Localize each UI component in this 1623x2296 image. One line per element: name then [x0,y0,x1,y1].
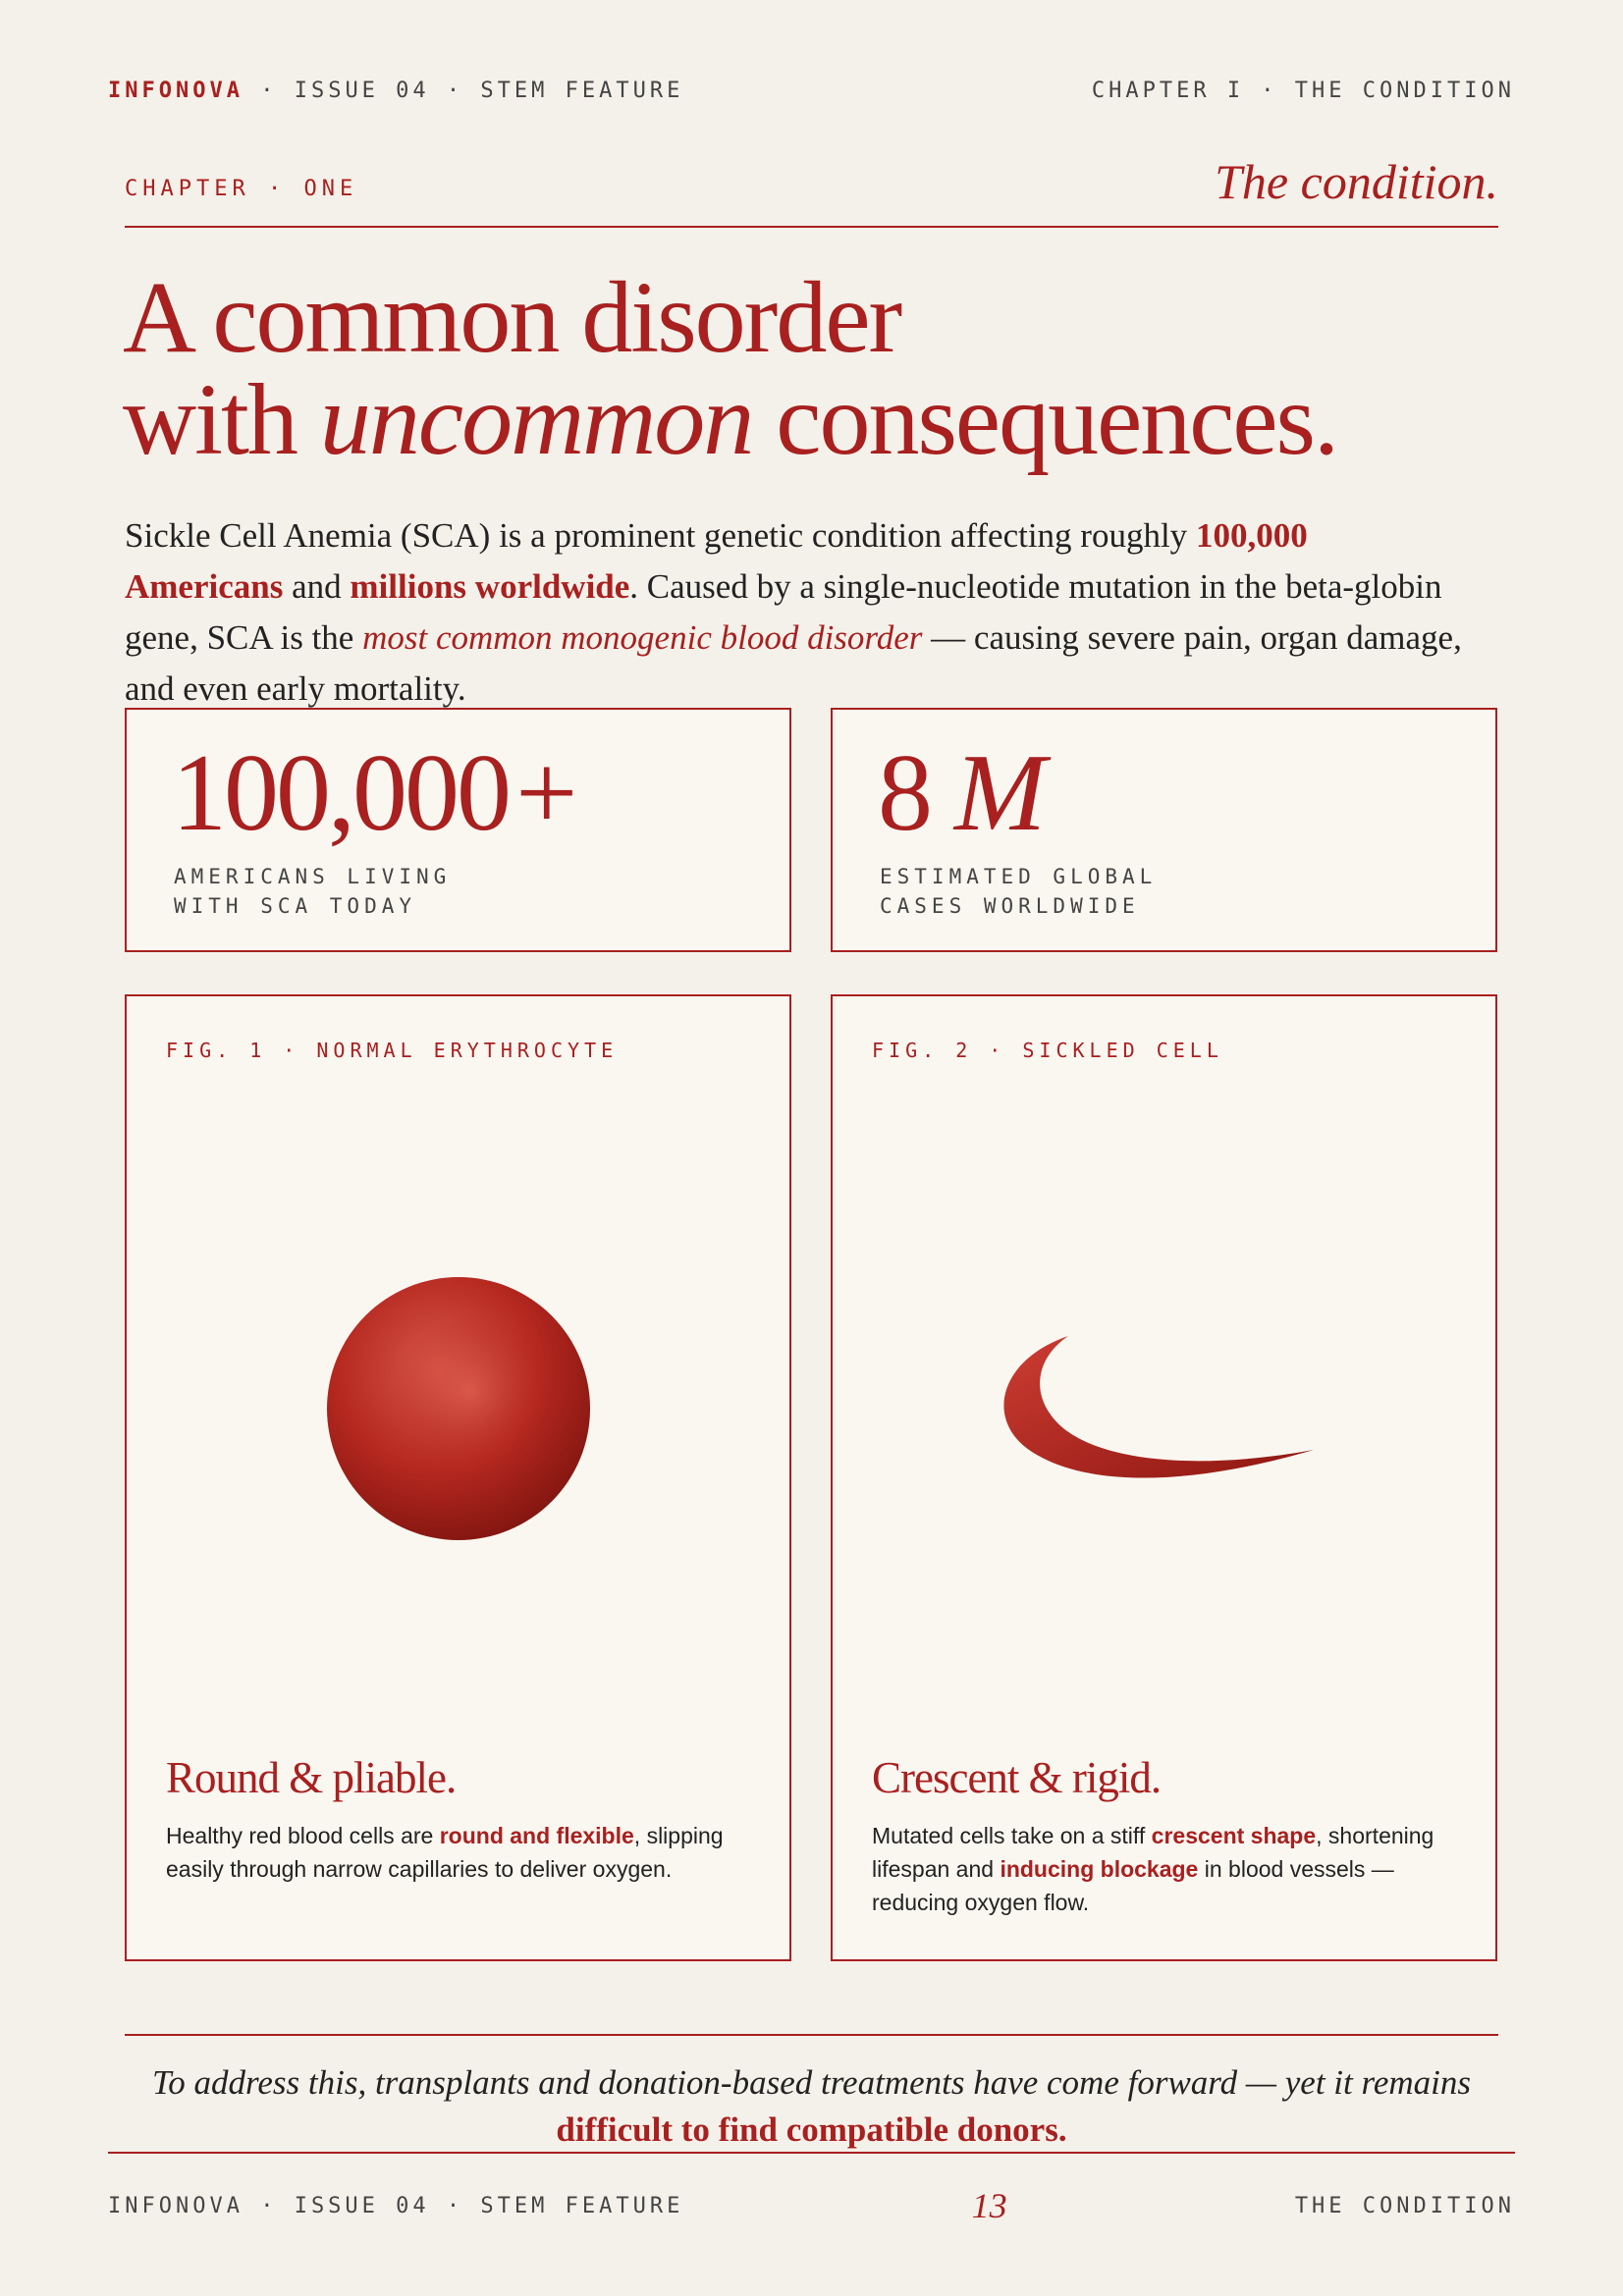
pull-quote [125,2034,1498,2154]
quote-highlight: difficult to find compatible donors. [556,2110,1067,2149]
figure-text: Healthy red blood cells are [166,1823,440,1848]
header-chapter: CHAPTER I · THE CONDITION [1091,79,1515,103]
quote-text: To address this, transplants and donation-based treatments have come forward — yet it remains [152,2063,1471,2102]
stat-card-global [831,708,1497,952]
headline-text: consequences. [752,363,1338,476]
intro-highlight: millions worldwide [350,567,630,606]
figure-label: FIG. 2 · SICKLED CELL [872,1039,1223,1062]
headline-text: with [123,363,320,476]
headline-line-2 [123,363,1498,476]
sickle-cell-illustration [833,1242,1495,1674]
figure-highlight: inducing blockage [1000,1856,1199,1882]
figure-highlight: crescent shape [1151,1823,1317,1848]
page-title [123,261,1498,476]
red-blood-cell-illustration [127,1242,789,1674]
intro-text: . Caused by a single-nucleotide mutation in the beta-globin gene, SCA is the [125,567,1442,657]
brand-name: INFONOVA [108,79,243,103]
figure-description [166,1819,755,1886]
figure-text: Mutated cells take on a stiff [872,1823,1152,1848]
running-header [108,79,1515,108]
stat-caption-line: WITH SCA TODAY [174,894,417,918]
stat-caption-line: CASES WORLDWIDE [880,894,1140,918]
figure-label: FIG. 1 · NORMAL ERYTHROCYTE [166,1039,619,1062]
stat-suffix: M [954,732,1044,854]
intro-text: and [283,567,351,606]
figure-description [872,1819,1461,1919]
intro-text: Sickle Cell Anemia (SCA) is a prominent genetic condition affecting roughly [125,516,1196,555]
stat-caption [174,862,724,921]
figure-normal-erythrocyte [125,994,791,1961]
page-number: 13 [971,2186,1007,2225]
footer-divider [108,2152,1515,2154]
stat-number: 100,000 [172,732,509,854]
stat-number: 8 [878,732,930,854]
cell-highlight [392,1320,549,1477]
stat-caption-line: AMERICANS LIVING [174,865,452,888]
stat-value [878,732,1044,854]
figure-sickled-cell [831,994,1497,1961]
intro-paragraph [125,510,1470,715]
stat-card-americans [125,708,791,952]
headline-emphasis: uncommon [319,363,753,476]
crescent-cell [1003,1336,1314,1478]
figure-highlight: round and flexible [439,1823,634,1848]
headline-line-1: A common disorder [123,261,901,374]
footer-left: INFONOVA · ISSUE 04 · STEM FEATURE [108,2193,684,2218]
figure-text: in blood vessels — reducing oxygen flow. [872,1856,1394,1915]
figure-text: , shortening lifespan and [872,1823,1434,1882]
stat-suffix: + [509,732,580,854]
issue-label: · ISSUE 04 · STEM FEATURE [243,79,684,103]
intro-text: — causing severe pain, organ damage, and even early mortality. [125,618,1462,708]
stat-caption-line: ESTIMATED GLOBAL [880,865,1158,888]
figure-text: , slipping easily through narrow capillaries to deliver oxygen. [166,1823,724,1882]
intro-highlight: 100,000 Americans [125,516,1308,606]
footer-right: THE CONDITION [1294,2193,1515,2218]
chapter-label: CHAPTER · ONE [125,177,358,201]
figure-title: Round & pliable. [166,1753,457,1802]
chapter-row [125,154,1498,228]
stat-caption [880,862,1430,921]
chapter-title: The condition. [1215,154,1498,209]
figure-title: Crescent & rigid. [872,1753,1162,1802]
intro-emphasis: most common monogenic blood disorder [362,618,923,657]
header-left [108,79,683,108]
stat-value [172,732,580,854]
running-footer [108,2185,1515,2226]
